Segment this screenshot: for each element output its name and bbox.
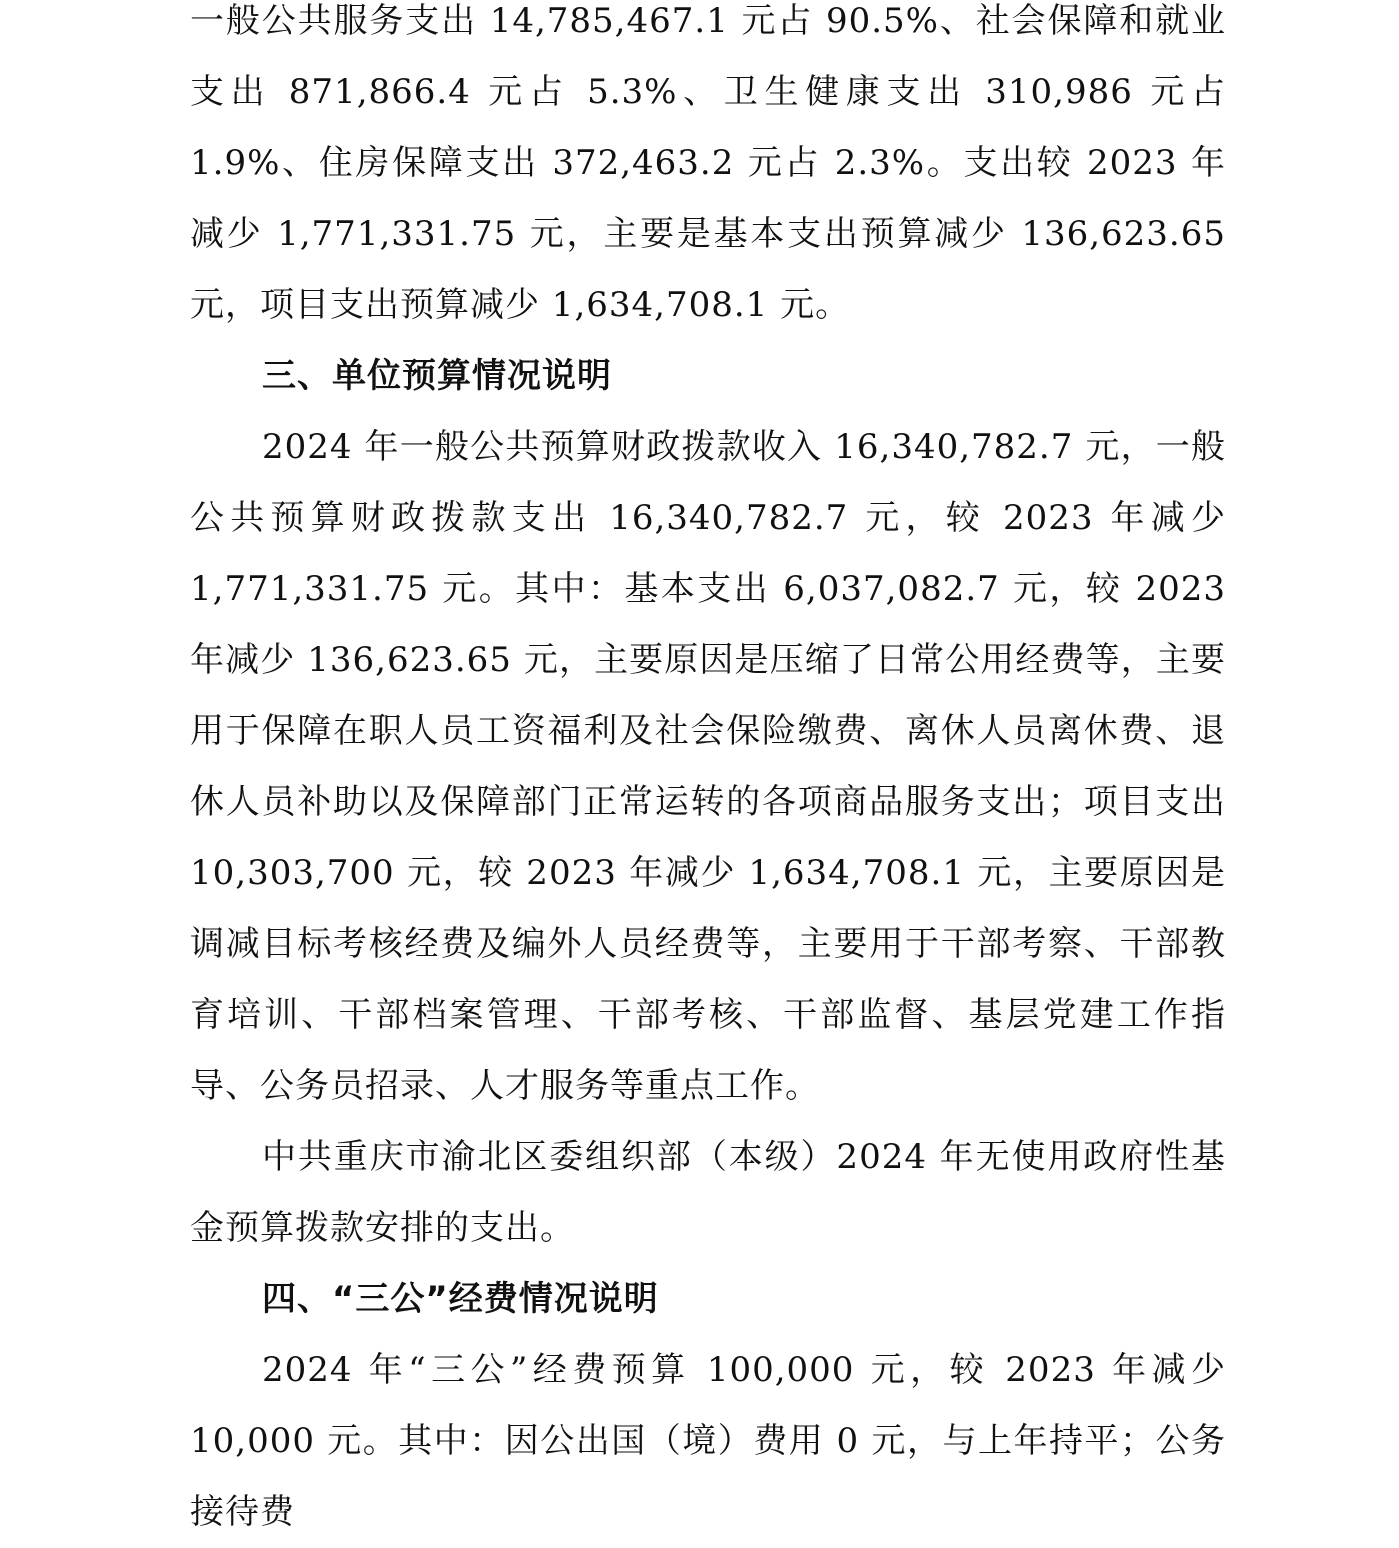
paragraph-unit-budget: 2024 年一般公共预算财政拨款收入 16,340,782.7 元，一般公共预算财政拨款支出 16,340,782.7 元，较 2023 年减少 1,771,331.75 元。其中：基本支出 6,037,082.7 元，较 2023 年减少 136,623.65 元，主要原因是压缩了日常公用经费等，主要用于保障在职人员工资福利及社会保险缴费、离休人员离休费、退休人员补助以及保障部门正常运转的各项商品服务支出；项目支出 10,303,700 元，较 2023 年减少 1,634,708.1 元，主要原因是调减目标考核经费及编外人员经费等，主要用于干部考察、干部教育培训、干部档案管理、干部考核、干部监督、基层党建工作指导、公务员招录、人才服务等重点工作。 [190, 427, 1226, 1106]
section-heading-unit-budget: 三、单位预算情况说明 [262, 356, 612, 396]
section-heading-three-public-expenses: 四、“三公”经费情况说明 [262, 1279, 659, 1319]
paragraph-expenditure-breakdown: 一般公共服务支出 14,785,467.1 元占 90.5%、社会保障和就业支出 871,866.4 元占 5.3%、卫生健康支出 310,986 元占 1.9%、住房保障支出 372,463.2 元占 2.3%。支出较 2023 年减少 1,771,331.75 元，主要是基本支出预算减少 136,623.65 元，项目支出预算减少 1,634,708.1 元。 [190, 1, 1226, 325]
paragraph-three-public-expenses: 2024 年“三公”经费预算 100,000 元，较 2023 年减少 10,000 元。其中：因公出国（境）费用 0 元，与上年持平；公务接待费 [190, 1350, 1226, 1532]
paragraph-government-fund: 中共重庆市渝北区委组织部（本级）2024 年无使用政府性基金预算拨款安排的支出。 [190, 1137, 1226, 1248]
document-page [190, 0, 1226, 1548]
